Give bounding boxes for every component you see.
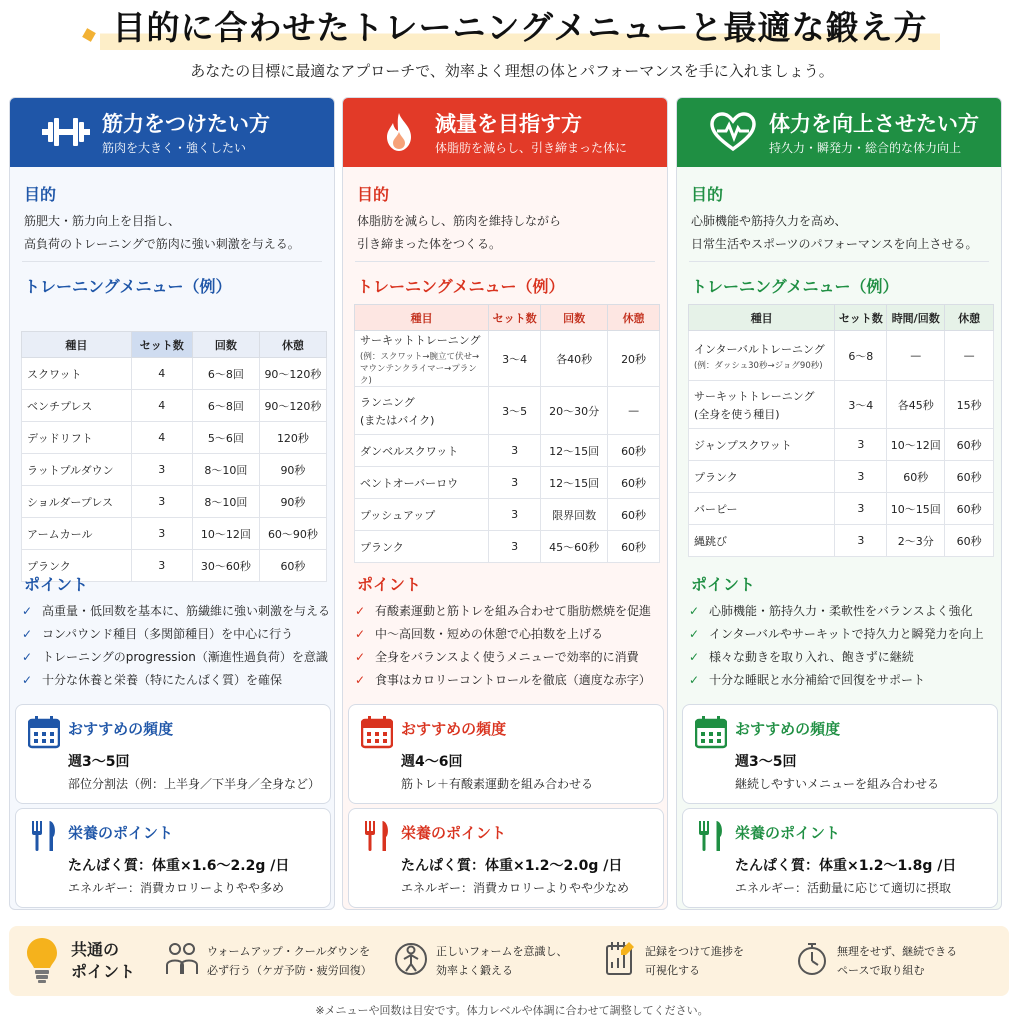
cell-sets: 3 — [131, 486, 192, 518]
common-points-bar — [9, 926, 1009, 996]
common-point — [436, 942, 567, 980]
menu-heading: トレーニングメニュー（例） — [357, 277, 565, 296]
cell-sets: 3 — [131, 518, 192, 550]
common-point — [645, 942, 744, 980]
frequency-box — [682, 704, 998, 804]
common-point — [207, 942, 372, 980]
check-icon: ✓ — [355, 650, 366, 664]
table-row — [355, 331, 660, 387]
cell-rest: — — [608, 387, 660, 435]
check-icon: ✓ — [689, 627, 700, 641]
points-list — [22, 600, 330, 692]
cell-sets: 3 — [489, 435, 541, 467]
header-reps: 回数 — [192, 332, 259, 358]
cell-reps: — — [887, 331, 945, 381]
check-icon: ✓ — [22, 650, 33, 664]
cell-reps: 5〜6回 — [192, 422, 259, 454]
header-reps: 時間/回数 — [887, 305, 945, 331]
page-title: 目的に合わせたトレーニングメニューと最適な鍛え方 — [100, 6, 939, 50]
nutrition-energy: エネルギー：消費カロリーよりやや少なめ — [401, 881, 630, 895]
cell-reps: 6〜8回 — [192, 390, 259, 422]
points-heading: ポイント — [691, 575, 756, 594]
cell-reps: 限界回数 — [541, 499, 608, 531]
cell-exercise: スクワット — [22, 358, 132, 390]
check-icon: ✓ — [22, 673, 33, 687]
list-item — [689, 669, 984, 692]
cell-sets: 3 — [835, 429, 887, 461]
point-text: コンパウンド種目（多関節種目）を中心に行う — [42, 627, 294, 641]
table-row — [22, 518, 327, 550]
cell-exercise: ショルダープレス — [22, 486, 132, 518]
footnote: ※メニューや回数は目安です。体力レベルや体調に合わせて調整してください。 — [315, 1004, 709, 1017]
common-point-line: 記録をつけて進捗を — [645, 945, 744, 958]
cell-reps: 2〜3分 — [887, 525, 945, 557]
list-item — [689, 600, 984, 623]
cell-exercise — [355, 387, 489, 435]
cell-rest: 60秒 — [945, 461, 994, 493]
header-sets: セット数 — [131, 332, 192, 358]
cell-sets: 3〜4 — [835, 381, 887, 429]
cell-exercise: プッシュアップ — [355, 499, 489, 531]
header-sets: セット数 — [489, 305, 541, 331]
form-check-icon — [394, 940, 428, 978]
frequency-box — [15, 704, 331, 804]
check-icon: ✓ — [689, 673, 700, 687]
table-row — [355, 531, 660, 563]
nutrition-box — [348, 808, 664, 908]
column-title: 筋力をつけたい方 — [102, 112, 270, 136]
fork-knife-icon — [28, 819, 60, 853]
check-icon: ✓ — [355, 604, 366, 618]
point-text: 様々な動きを取り入れ、飽きずに継続 — [709, 650, 914, 664]
cell-exercise: プランク — [689, 461, 835, 493]
purpose-heading: 目的 — [357, 185, 390, 204]
cell-sets: 4 — [131, 390, 192, 422]
divider — [355, 261, 655, 262]
cell-reps: 6〜8回 — [192, 358, 259, 390]
check-icon: ✓ — [355, 673, 366, 687]
cell-reps: 各40秒 — [541, 331, 608, 387]
table-row — [22, 422, 327, 454]
cell-exercise: ラットプルダウン — [22, 454, 132, 486]
notebook-progress-icon — [603, 940, 637, 978]
cell-exercise: ベンチプレス — [22, 390, 132, 422]
nutrition-title: 栄養のポイント — [401, 824, 507, 842]
purpose-line: 高負荷のトレーニングで筋肉に強い刺激を与える。 — [24, 237, 300, 251]
calendar-icon — [695, 715, 727, 749]
column-title: 減量を目指す方 — [435, 112, 582, 136]
common-point — [837, 942, 957, 980]
purpose-line: 心肺機能や筋持久力を高め、 — [691, 214, 847, 228]
nutrition-protein: たんぱく質：体重×1.2〜1.8g /日 — [735, 858, 957, 874]
cell-exercise — [355, 331, 489, 387]
table-row — [689, 429, 994, 461]
column-header — [677, 98, 1001, 167]
points-heading: ポイント — [24, 575, 89, 594]
cell-exercise — [689, 381, 835, 429]
cell-rest: 20秒 — [608, 331, 660, 387]
list-item — [355, 669, 651, 692]
exercise-name: インターバルトレーニング — [694, 342, 825, 356]
heart-pulse-icon — [709, 112, 757, 152]
header-rest: 休憩 — [259, 332, 326, 358]
cell-reps: 10〜12回 — [192, 518, 259, 550]
column-subtitle: 筋肉を大きく・強くしたい — [102, 141, 247, 155]
cell-reps: 30〜60秒 — [192, 550, 259, 582]
purpose-text — [357, 210, 561, 256]
points-heading: ポイント — [357, 575, 422, 594]
cell-reps: 8〜10回 — [192, 454, 259, 486]
cell-sets: 3 — [489, 499, 541, 531]
nutrition-title: 栄養のポイント — [68, 824, 174, 842]
cell-sets: 3 — [489, 467, 541, 499]
list-item — [22, 623, 330, 646]
point-text: 十分な睡眠と水分補給で回復をサポート — [709, 673, 926, 687]
point-text: 中〜高回数・短めの休憩で心拍数を上げる — [375, 627, 604, 641]
cell-rest: 60秒 — [608, 435, 660, 467]
nutrition-box — [15, 808, 331, 908]
table-row — [689, 381, 994, 429]
header-rest: 休憩 — [945, 305, 994, 331]
cell-exercise: ベントオーバーロウ — [355, 467, 489, 499]
column-header — [10, 98, 334, 167]
warmup-people-icon — [165, 940, 199, 978]
frequency-title: おすすめの頻度 — [401, 720, 507, 738]
header-exercise: 種目 — [22, 332, 132, 358]
training-menu-table — [688, 304, 994, 557]
frequency-value: 週4〜6回 — [401, 754, 463, 770]
cell-sets: 4 — [131, 358, 192, 390]
cell-reps: 45〜60秒 — [541, 531, 608, 563]
lightbulb-icon — [25, 936, 59, 984]
points-list — [355, 600, 651, 692]
purpose-heading: 目的 — [24, 185, 57, 204]
frequency-value: 週3〜5回 — [735, 754, 797, 770]
common-point-line: 正しいフォームを意識し、 — [436, 945, 568, 958]
cell-rest: 60秒 — [945, 429, 994, 461]
common-point-line: ペースで取り組む — [837, 964, 925, 977]
cell-reps: 60秒 — [887, 461, 945, 493]
cell-sets: 4 — [131, 422, 192, 454]
purpose-text — [691, 210, 978, 256]
check-icon: ✓ — [22, 627, 33, 641]
point-text: 全身をバランスよく使うメニューで効率的に消費 — [375, 650, 639, 664]
check-icon: ✓ — [22, 604, 33, 618]
nutrition-title: 栄養のポイント — [735, 824, 841, 842]
point-text: トレーニングのprogression（漸進性過負荷）を意識 — [42, 650, 328, 664]
cell-exercise: プランク — [22, 550, 132, 582]
cell-exercise: バーピー — [689, 493, 835, 525]
point-text: 十分な休養と栄養（特にたんぱく質）を確保 — [42, 673, 283, 687]
table-row — [355, 435, 660, 467]
cell-rest: — — [945, 331, 994, 381]
cell-reps: 20〜30分 — [541, 387, 608, 435]
check-icon: ✓ — [689, 650, 700, 664]
frequency-note: 部位分割法（例：上半身／下半身／全身など） — [68, 777, 321, 791]
menu-heading: トレーニングメニュー（例） — [691, 277, 899, 296]
cell-rest: 15秒 — [945, 381, 994, 429]
dumbbell-icon — [42, 112, 90, 152]
frequency-box — [348, 704, 664, 804]
cell-reps: 12〜15回 — [541, 467, 608, 499]
cell-sets: 3 — [131, 550, 192, 582]
common-point-line: 効率よく鍛える — [436, 964, 513, 977]
cell-reps: 8〜10回 — [192, 486, 259, 518]
cell-sets: 3 — [835, 461, 887, 493]
point-text: 心肺機能・筋持久力・柔軟性をバランスよく強化 — [709, 604, 973, 618]
table-header-row — [689, 305, 994, 331]
cell-rest: 90秒 — [259, 486, 326, 518]
cell-reps: 10〜12回 — [887, 429, 945, 461]
cell-sets: 6〜8 — [835, 331, 887, 381]
title-accent-mark — [83, 28, 97, 42]
list-item — [355, 646, 651, 669]
column-header — [343, 98, 667, 167]
points-list — [689, 600, 984, 692]
frequency-note: 筋トレ＋有酸素運動を組み合わせる — [401, 777, 594, 791]
point-text: 有酸素運動と筋トレを組み合わせて脂肪燃焼を促進 — [375, 604, 652, 618]
frequency-title: おすすめの頻度 — [68, 720, 174, 738]
cell-rest: 90〜120秒 — [259, 390, 326, 422]
table-row — [689, 461, 994, 493]
weight-loss-column — [342, 97, 668, 910]
table-row — [355, 467, 660, 499]
calendar-icon — [28, 715, 60, 749]
header-rest: 休憩 — [608, 305, 660, 331]
table-row — [689, 493, 994, 525]
frequency-value: 週3〜5回 — [68, 754, 130, 770]
cell-reps: 12〜15回 — [541, 435, 608, 467]
list-item — [355, 623, 651, 646]
exercise-name: サーキットトレーニング — [694, 389, 815, 403]
cell-sets: 3 — [835, 493, 887, 525]
purpose-line: 筋肥大・筋力向上を目指し、 — [24, 214, 181, 228]
header-reps: 回数 — [541, 305, 608, 331]
menu-heading: トレーニングメニュー（例） — [24, 277, 232, 296]
exercise-name: ランニング — [360, 395, 415, 409]
cell-rest: 60〜90秒 — [259, 518, 326, 550]
list-item — [22, 600, 330, 623]
common-title-line: 共通の — [71, 940, 120, 959]
common-point-line: 可視化する — [645, 964, 700, 977]
cell-exercise: アームカール — [22, 518, 132, 550]
cell-rest: 60秒 — [608, 467, 660, 499]
point-text: 高重量・低回数を基本に、筋繊維に強い刺激を与える — [42, 604, 331, 618]
table-row — [22, 486, 327, 518]
strength-column — [9, 97, 335, 910]
check-icon: ✓ — [355, 627, 366, 641]
training-menu-table — [21, 331, 327, 582]
nutrition-protein: たんぱく質：体重×1.2〜2.0g /日 — [401, 858, 623, 874]
header-exercise: 種目 — [355, 305, 489, 331]
cell-rest: 60秒 — [608, 499, 660, 531]
cell-rest: 60秒 — [945, 493, 994, 525]
cell-rest: 60秒 — [259, 550, 326, 582]
list-item — [689, 646, 984, 669]
column-subtitle: 体脂肪を減らし、引き締まった体に — [435, 141, 628, 155]
cell-sets: 3〜5 — [489, 387, 541, 435]
divider — [22, 261, 322, 262]
common-point-line: 必ず行う（ケガ予防・疲労回復） — [207, 964, 372, 977]
nutrition-energy: エネルギー：消費カロリーよりやや多め — [68, 881, 285, 895]
exercise-note: (例：ダッシュ30秒→ジョグ90秒) — [694, 360, 823, 371]
cell-sets: 3〜4 — [489, 331, 541, 387]
cell-rest: 60秒 — [945, 525, 994, 557]
exercise-note: (全身を使う種目) — [694, 407, 780, 421]
purpose-line: 日常生活やスポーツのパフォーマンスを向上させる。 — [691, 237, 978, 251]
cell-exercise: ジャンプスクワット — [689, 429, 835, 461]
table-row — [689, 525, 994, 557]
table-row — [689, 331, 994, 381]
table-row — [355, 499, 660, 531]
point-text: インターバルやサーキットで持久力と瞬発力を向上 — [709, 627, 984, 641]
header-exercise: 種目 — [689, 305, 835, 331]
cell-exercise: デッドリフト — [22, 422, 132, 454]
table-header-row — [355, 305, 660, 331]
list-item — [22, 646, 330, 669]
calendar-icon — [361, 715, 393, 749]
common-point-line: 無理をせず、継続できる — [837, 945, 958, 958]
exercise-note: (例：スクワット→腕立て伏せ→マウンテンクライマー→プランク) — [360, 351, 480, 386]
cell-sets: 3 — [131, 454, 192, 486]
cell-exercise: プランク — [355, 531, 489, 563]
exercise-note: (またはバイク) — [360, 413, 435, 427]
header-sets: セット数 — [835, 305, 887, 331]
cell-sets: 3 — [489, 531, 541, 563]
column-title: 体力を向上させたい方 — [769, 112, 979, 136]
column-subtitle: 持久力・瞬発力・総合的な体力向上 — [769, 141, 962, 155]
list-item — [689, 623, 984, 646]
divider — [689, 261, 989, 262]
frequency-note: 継続しやすいメニューを組み合わせる — [735, 777, 940, 791]
table-row — [22, 390, 327, 422]
cell-rest: 90〜120秒 — [259, 358, 326, 390]
cell-reps: 10〜15回 — [887, 493, 945, 525]
cell-sets: 3 — [835, 525, 887, 557]
common-title-line: ポイント — [71, 962, 136, 981]
title-block — [0, 6, 1024, 50]
fork-knife-icon — [695, 819, 727, 853]
common-point-line: ウォームアップ・クールダウンを — [207, 945, 371, 958]
exercise-name: サーキットトレーニング — [360, 333, 481, 347]
common-title — [71, 939, 135, 983]
nutrition-protein: たんぱく質：体重×1.6〜2.2g /日 — [68, 858, 290, 874]
cell-rest: 120秒 — [259, 422, 326, 454]
cell-exercise — [689, 331, 835, 381]
list-item — [355, 600, 651, 623]
cell-rest: 60秒 — [608, 531, 660, 563]
cell-rest: 90秒 — [259, 454, 326, 486]
fitness-column — [676, 97, 1002, 910]
purpose-line: 体脂肪を減らし、筋肉を維持しながら — [357, 214, 562, 228]
purpose-line: 引き締まった体をつくる。 — [357, 237, 502, 251]
pace-icon — [795, 940, 829, 978]
list-item — [22, 669, 330, 692]
fork-knife-icon — [361, 819, 393, 853]
cell-exercise: ダンベルスクワット — [355, 435, 489, 467]
table-row — [22, 454, 327, 486]
purpose-text — [24, 210, 300, 256]
table-row — [355, 387, 660, 435]
flame-icon — [375, 112, 423, 152]
cell-reps: 各45秒 — [887, 381, 945, 429]
page-subtitle: あなたの目標に最適なアプローチで、効率よく理想の体とパフォーマンスを手に入れましょう。 — [190, 62, 834, 80]
table-row — [22, 358, 327, 390]
nutrition-box — [682, 808, 998, 908]
training-menu-table — [354, 304, 660, 563]
frequency-title: おすすめの頻度 — [735, 720, 841, 738]
check-icon: ✓ — [689, 604, 700, 618]
purpose-heading: 目的 — [691, 185, 724, 204]
table-header-row — [22, 332, 327, 358]
point-text: 食事はカロリーコントロールを徹底（適度な赤字） — [375, 673, 651, 687]
nutrition-energy: エネルギー：活動量に応じて適切に摂取 — [735, 881, 952, 895]
cell-exercise: 縄跳び — [689, 525, 835, 557]
